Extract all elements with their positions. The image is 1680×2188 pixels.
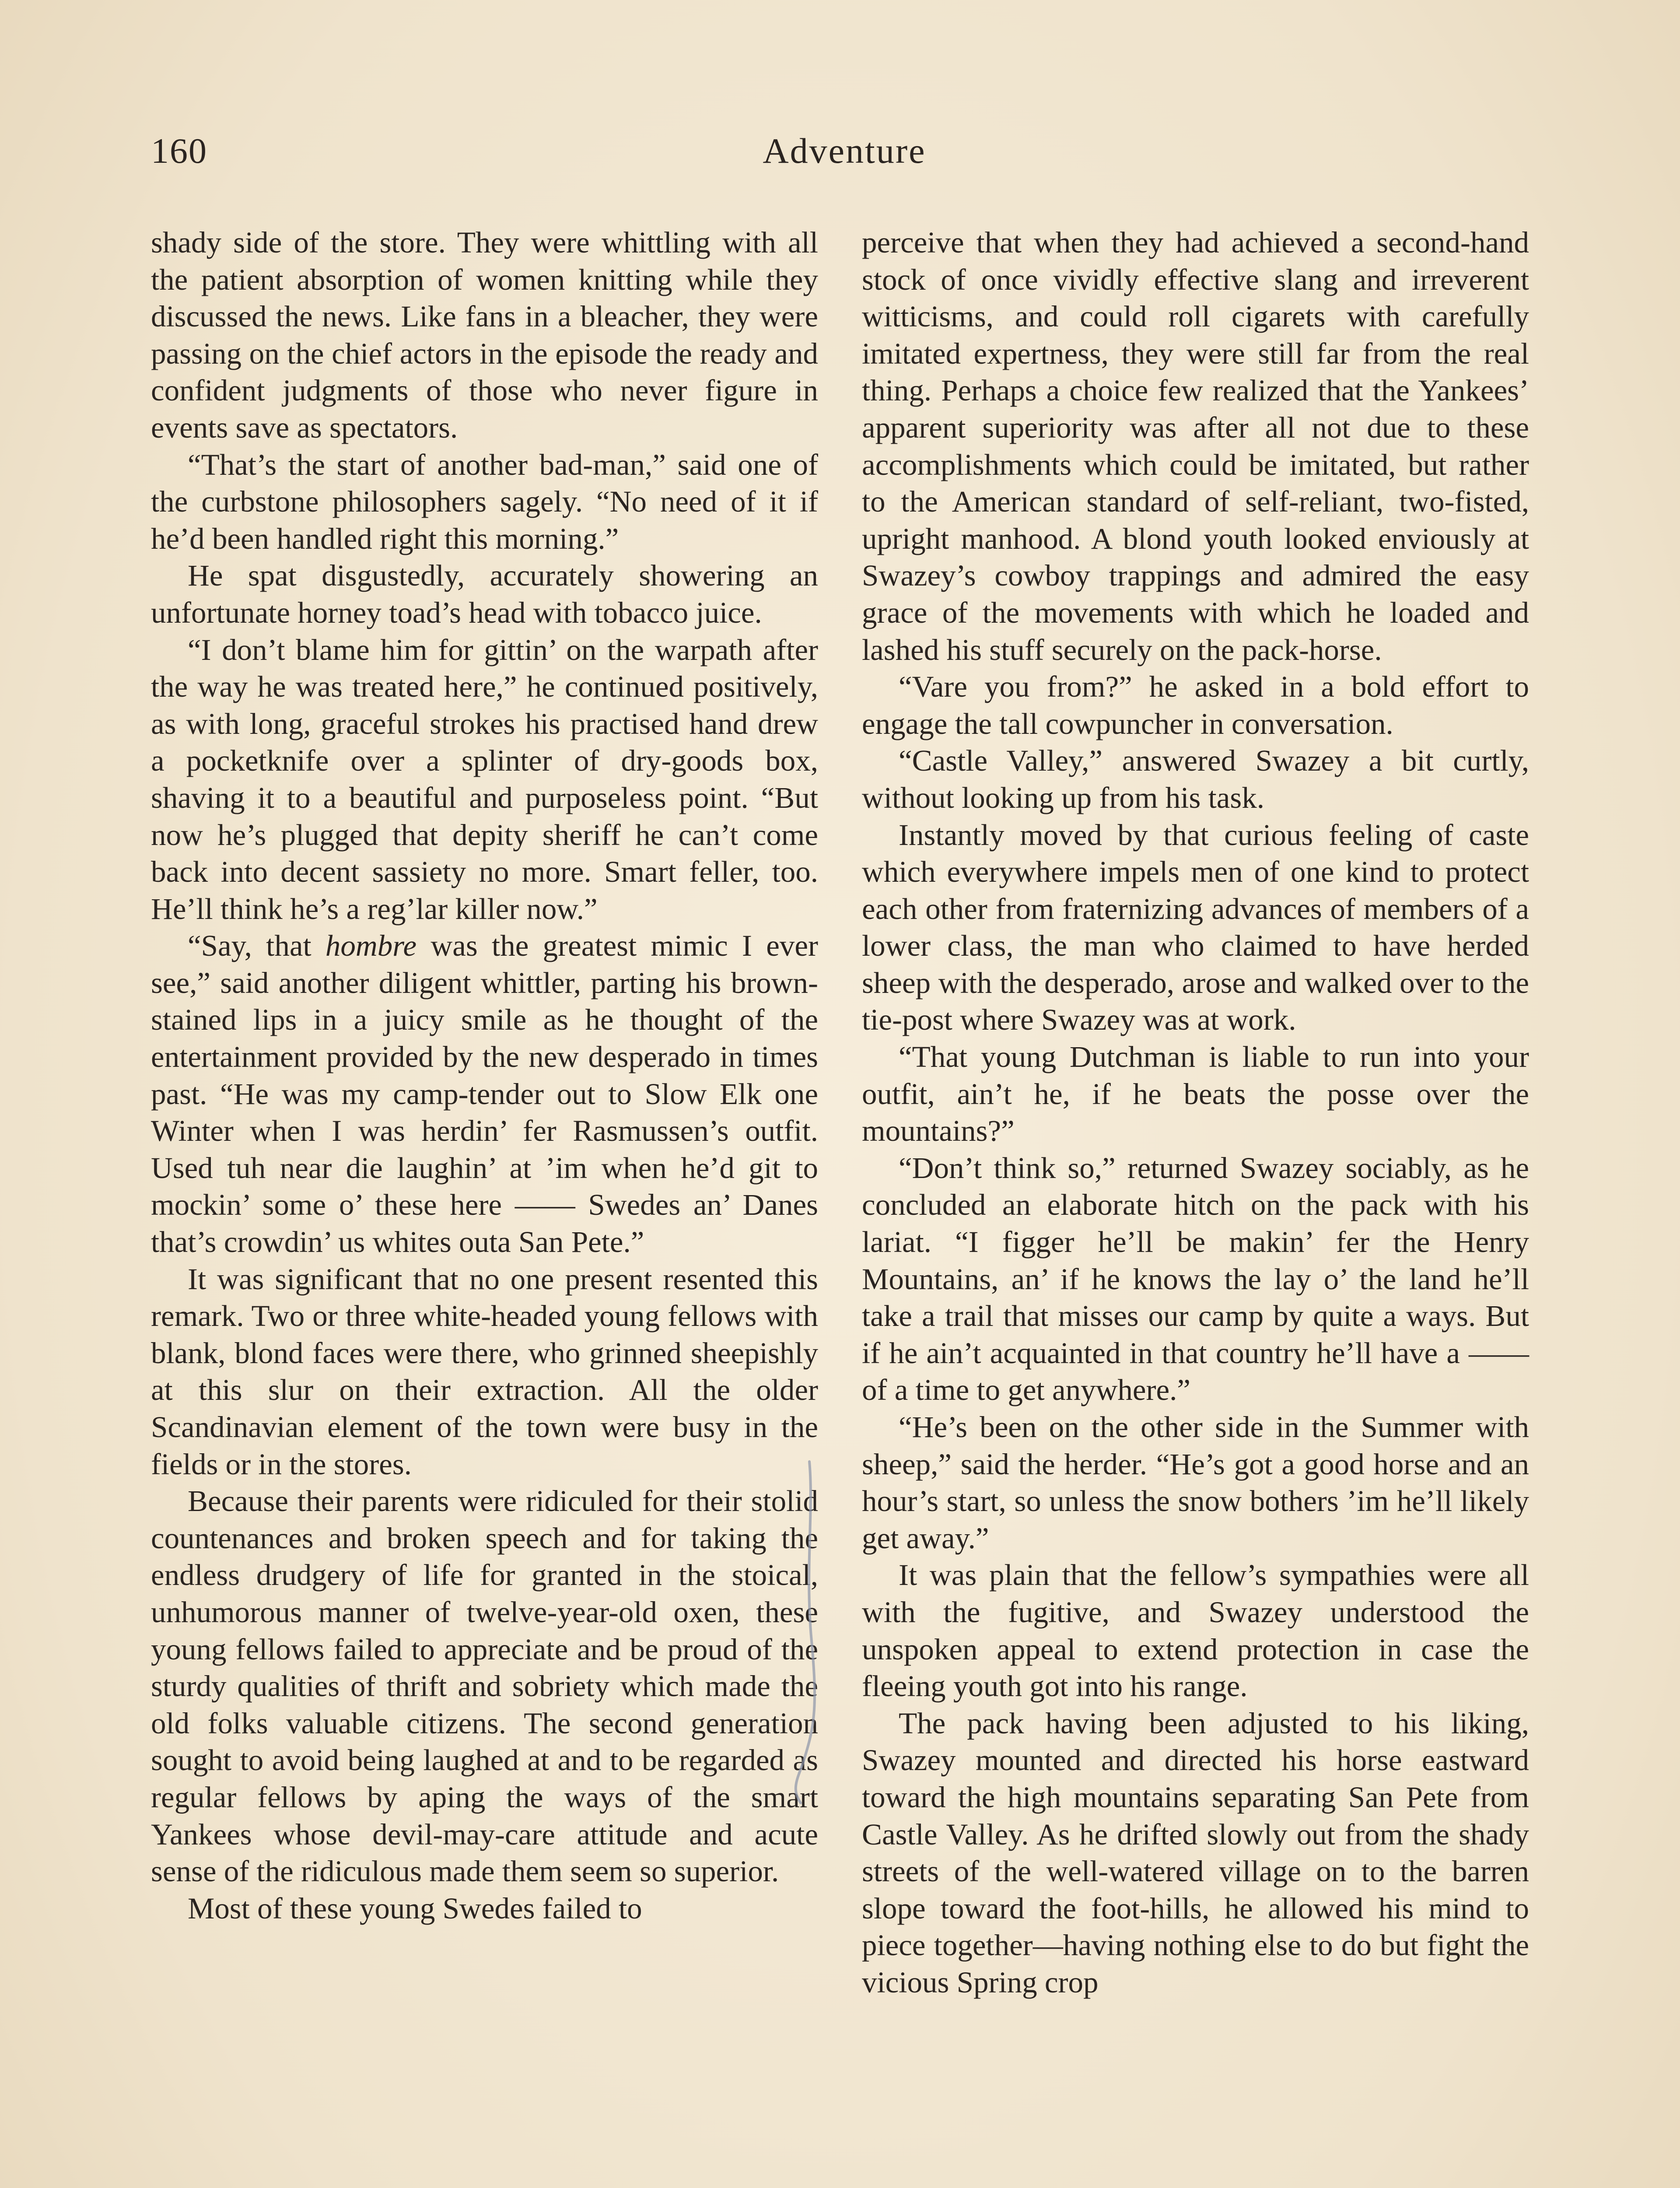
paragraph: Most of these young Swedes failed to xyxy=(188,1891,642,1925)
running-head: Adventure xyxy=(763,131,926,171)
paragraph: “Vare you from?” he asked in a bold effort to engage the tall cowpuncher in conversation. xyxy=(862,670,1529,740)
paragraph: “Don’t think so,” returned Swazey sociably, as he concluded an elaborate hitch on the pack with his lariat. “I figger he’ll be makin’ fer the Henry Mountains, an’ if he knows the lay o’ the land he’ll take a trail that misses our camp by quite a ways. But if he ain’t acquainted in that country he’ll have a —— of a time to get anywhere.” xyxy=(862,1151,1529,1407)
text-run: “Say, that xyxy=(188,929,326,963)
paragraph: “Castle Valley,” answered Swazey a bit curtly, without looking up from his task. xyxy=(862,744,1529,814)
paragraph: perceive that when they had achieved a second-hand stock of once vividly effective slang and irreverent witticisms, and could roll cigarets with carefully imitated expertness, they were still far from the real thing. Perhaps a choice few realized that the Yankees’ apparent superiority was after all not due to these accomplishments which could be imitated, but rather to the American standard of self-reliant, two-fisted, upright manhood. A blond youth looked enviously at Swazey’s cowboy trappings and admired the easy grace of the movements with which he loaded and lashed his stuff securely on the pack-horse. xyxy=(862,226,1529,666)
italic-word: hombre xyxy=(325,929,417,963)
text-run: was the greatest mimic I ever see,” said another diligent whittler, parting his brown-stained lips in a juicy smile as he thought of the entertainment provided by the new desperado in times past. “He was my camp-tender out to Slow Elk one Winter when I was herdin’ fer Rasmussen’s outfit. Used tuh near die laughin’ at ’im when he’d git to mockin’ some o’ these here —— Swedes an’ Danes that’s crowdin’ us whites outa San Pete.” xyxy=(151,929,818,1259)
paragraph: It was plain that the fellow’s sympathies were all with the fugitive, and Swazey understood the unspoken appeal to extend protection in case the fleeing youth got into his range. xyxy=(862,1558,1529,1703)
page-header xyxy=(151,127,1538,175)
paragraph: “He’s been on the other side in the Summer with sheep,” said the herder. “He’s got a good horse and an hour’s start, so unless the snow bothers ’im he’ll likely get away.” xyxy=(862,1410,1529,1555)
paragraph: shady side of the store. They were whittling with all the patient absorption of women knitting while they discussed the news. Like fans in a bleacher, they were passing on the chief actors in the episode the ready and confident judgments of those who never figure in events save as spectators. xyxy=(151,226,818,444)
left-column xyxy=(151,224,818,2188)
paragraph: “I don’t blame him for gittin’ on the warpath after the way he was treated here,” he continued positively, as with long, graceful strokes his practised hand drew a pocketknife over a splinter of dry-goods box, shaving it to a beautiful and purposeless point. “But now he’s plugged that depity sheriff he can’t come back into decent sassiety no more. Smart feller, too. He’ll think he’s a reg’lar killer now.” xyxy=(151,633,818,926)
paragraph: He spat disgustedly, accurately showering an unfortunate horney toad’s head with tobacco juice. xyxy=(151,559,818,629)
paragraph: Instantly moved by that curious feeling of caste which everywhere impels men of one kind to protect each other from fraternizing advances of members of a lower class, the man who claimed to have herded sheep with the desperado, arose and walked over to the tie-post where Swazey was at work. xyxy=(862,818,1529,1037)
paragraph: It was significant that no one present resented this remark. Two or three white-headed young fellows with blank, blond faces were there, who grinned sheepishly at this slur on their extraction. All the older Scandinavian element of the town were busy in the fields or in the stores. xyxy=(151,1262,818,1481)
paragraph: “That’s the start of another bad-man,” said one of the curbstone philosophers sagely. “No need of it if he’d been handled right this morning.” xyxy=(151,448,818,555)
paragraph: Because their parents were ridiculed for their stolid countenances and broken speech and for taking the endless drudgery of life for granted in the stoical, unhumorous manner of twelve-year-old oxen, these young fellows failed to appreciate and be proud of the sturdy qualities of thrift and sobriety which made the old folks valuable citizens. The second generation sought to avoid being laughed at and to be regarded as regular fellows by aping the ways of the smart Yankees whose devil-may-care attitude and acute sense of the ridiculous made them seem so superior. xyxy=(151,1484,818,1888)
paragraph xyxy=(151,927,818,1260)
paragraph: “That young Dutchman is liable to run into your outfit, ain’t he, if he beats the posse over the mountains?” xyxy=(862,1040,1529,1148)
paragraph: The pack having been adjusted to his liking, Swazey mounted and directed his horse eastward toward the high mountains separating San Pete from Castle Valley. As he drifted slowly out from the shady streets of the well-watered village on to the barren slope toward the foot-hills, he allowed his mind to piece together—having nothing else to do but fight the vicious Spring crop xyxy=(862,1706,1529,1999)
right-column xyxy=(862,224,1529,2188)
page-number: 160 xyxy=(151,131,207,171)
